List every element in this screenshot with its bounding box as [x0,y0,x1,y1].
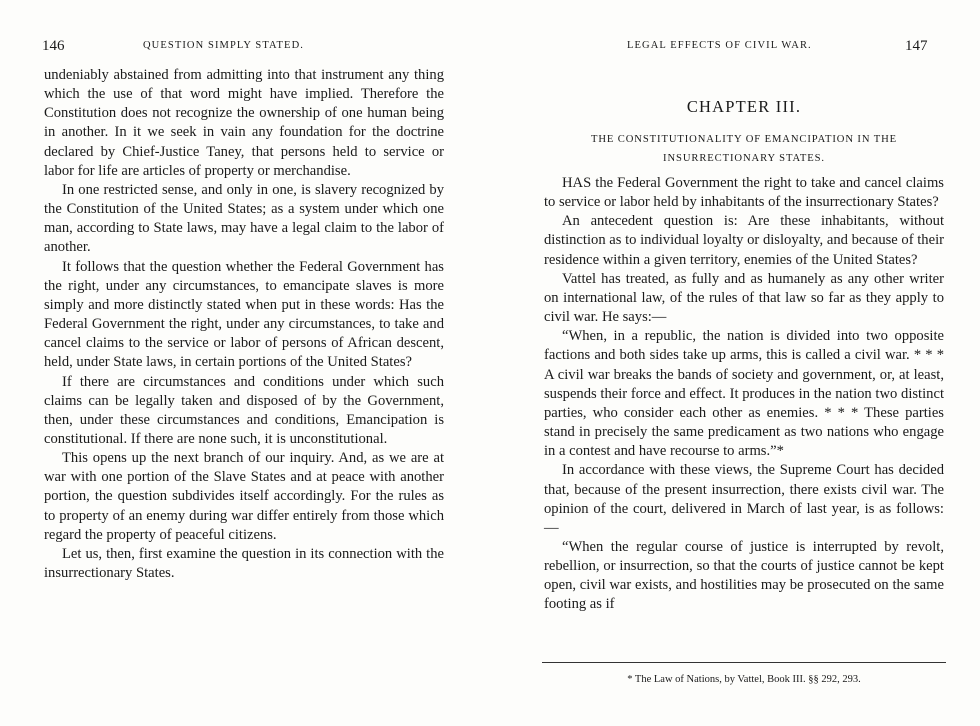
paragraph: This opens up the next branch of our inquiry. And, as we are at war with one portion of the Slave States and at peace with another portion, the question subdivides itself accordingly. For the rules as to property of an enemy during war differ entirely from those which regard the property of peaceful citizens. [44,450,444,543]
paragraph: Vattel has treated, as fully and as humanely as any other writer on international law, of the rules of that law so far as they apply to civil war. He says:— [544,270,944,326]
chapter-title: CHAPTER III. [686,97,802,116]
right-page [490,0,980,726]
chapter-subtitle-line: THE CONSTITUTIONALITY OF EMANCIPATION IN THE [590,134,898,145]
paragraph: If there are circumstances and conditions under which such claims can be legally taken and disposed of by the Government, then, under these circumstances and conditions, Emancipation is constitutional. If there are none such, it is unconstitutional. [44,373,444,447]
paragraph: undeniably abstained from admitting into that instrument any thing which the use of that word might have implied. Therefore the Constitution does not recognize the ownership of one human being in another. In it we seek in vain any foundation for the doctrine declared by Chief-Justice Taney, that persons held to service or labor for life are articles of property or merchandise. [44,67,444,179]
paragraph: It follows that the question whether the Federal Government has the right, under any circumstances, to emancipate slaves is more simply and more distinctly stated when put in these words: Has the Federal Government the right, under any circumstances, to take and cancel claims to the service or labor of persons of African descent, held, under State laws, in certain portions of the United States? [44,258,444,371]
footnote: * The Law of Nations, by Vattel, Book III. §§ 292, 293. [627,674,861,685]
paragraph: Let us, then, first examine the question in its connection with the insurrectionary States. [44,545,444,582]
right-page-number: 147 [905,38,928,54]
paragraph: An antecedent question is: Are these inhabitants, without distinction as to individual loyalty or disloyalty, and because of their residence within a given territory, enemies of the United States? [544,213,944,268]
chapter-subtitle [544,130,944,168]
paragraph: “When, in a republic, the nation is divided into two opposite factions and both sides take up arms, this is called a civil war. * * * A civil war breaks the bands of society and government, or, at least, suspends their force and effect. It produces in the nation two distinct parties, who consider each other as enemies. * * * These parties stand in precisely the same predicament as two nations who engage in a contest and have recourse to arms.”* [544,328,944,460]
paragraph: In one restricted sense, and only in one, is slavery recognized by the Constitution of the United States; as a system under which one man, according to State laws, may have a legal claim to the labor of another. [44,181,444,256]
footnote-divider [542,662,946,663]
paragraph: “When the regular course of justice is interrupted by revolt, rebellion, or insurrection, so that the courts of justice cannot be kept open, civil war exists, and hostilities may be prosecuted on the same footing as if [544,538,944,613]
paragraph: HAS the Federal Government the right to take and cancel claims to service or labor held by inhabitants of the insurrectionary States? [544,175,944,211]
left-running-head: QUESTION SIMPLY STATED. [143,40,304,51]
right-body-text [544,174,944,615]
left-page-number: 146 [42,38,65,54]
paragraph: In accordance with these views, the Supreme Court has decided that, because of the present insurrection, there exists civil war. The opinion of the court, delivered in March of last year, is as follows:— [544,462,944,536]
left-body-text [44,66,444,583]
chapter-subtitle-line: INSURRECTIONARY STATES. [663,153,825,164]
right-running-head: LEGAL EFFECTS OF CIVIL WAR. [627,40,812,51]
